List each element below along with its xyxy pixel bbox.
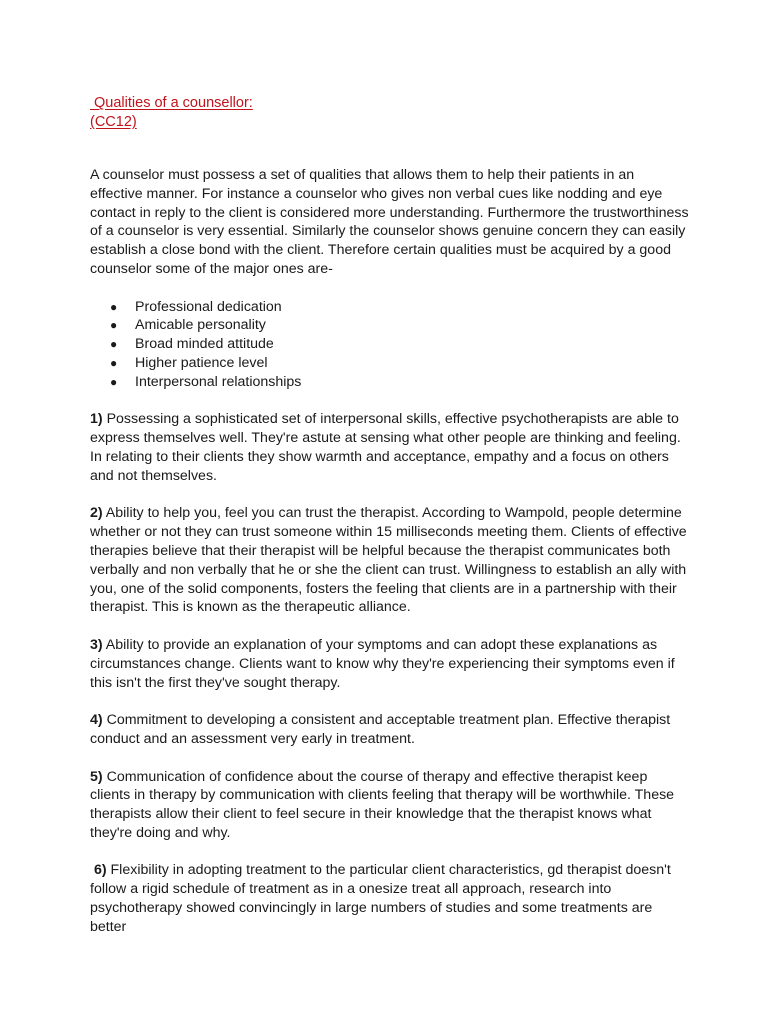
- intro-paragraph: A counselor must possess a set of qualities that allows them to help their patients in an effective manner. For instance a counselor who gives non verbal cues like nodding and eye contact in reply to the client is considered more understanding. Furthermore the trustworthiness of a counselor is very essential. Similarly the counselor shows genuine concern they can easily establish a close bond with the client. Therefore certain qualities must be acquired by a good counselor some of the major ones are-: [90, 167, 689, 277]
- point-paragraph: [90, 410, 690, 485]
- bullet-icon: ●: [110, 299, 118, 314]
- point-number: 6): [90, 862, 107, 879]
- point-text: Communication of confidence about the course of therapy and effective therapist keep clients in therapy by communication with clients feeling that therapy will be worthwhile. These therapists allow their client to feel secure in their knowledge that the therapist knows what they're doing and why.: [90, 768, 675, 841]
- point-text: Ability to provide an explanation of your symptoms and can adopt these explanations as circumstances change. Clients want to know why they're experiencing their symptoms even if this isn't the first they've sought therapy.: [90, 636, 675, 691]
- point-number: 5): [90, 768, 103, 785]
- document-body: [90, 166, 690, 955]
- list-item: [90, 373, 690, 392]
- quality-label: Interpersonal relationships: [135, 373, 302, 390]
- point-number: 4): [90, 712, 103, 729]
- bullet-icon: ●: [110, 318, 118, 333]
- quality-label: Broad minded attitude: [135, 336, 274, 353]
- quality-label: Higher patience level: [135, 354, 268, 371]
- point-paragraph: [90, 861, 690, 936]
- bullet-icon: ●: [110, 374, 118, 389]
- list-item: [90, 316, 690, 335]
- point-number: 3): [90, 636, 103, 653]
- list-item: [90, 298, 690, 317]
- heading-code: (CC12): [90, 114, 137, 130]
- bullet-icon: ●: [110, 337, 118, 352]
- point-text: Ability to help you, feel you can trust the therapist. According to Wampold, people determine whether or not they can trust someone within 15 milliseconds meeting them. Clients of effective therapies believe that their therapist will be helpful because the therapist communicates both verbally and non verbally that he or she the client can trust. Willingness to establish an ally with you, one of the solid components, fosters the feeling that clients are in a partnership with their therapist. This is known as the therapeutic alliance.: [90, 505, 687, 616]
- point-paragraph: [90, 711, 690, 749]
- quality-label: Amicable personality: [135, 317, 266, 334]
- quality-label: Professional dedication: [135, 298, 282, 315]
- point-number: 2): [90, 505, 103, 522]
- qualities-list: [90, 298, 690, 392]
- point-paragraph: [90, 768, 690, 843]
- heading-title: Qualities of a counsellor:: [90, 95, 253, 111]
- list-item: [90, 335, 690, 354]
- document-heading: [90, 94, 253, 132]
- point-number: 1): [90, 411, 103, 428]
- point-paragraph: [90, 504, 690, 617]
- point-paragraph: [90, 636, 690, 692]
- list-item: [90, 354, 690, 373]
- point-text: Possessing a sophisticated set of interpersonal skills, effective psychotherapists are able to express themselves well. They're astute at sensing what other people are thinking and feeling. In relating to their clients they show warmth and acceptance, empathy and a focus on others and not themselves.: [90, 411, 681, 484]
- point-text: Commitment to developing a consistent and acceptable treatment plan. Effective therapist conduct and an assessment very early in treatment.: [90, 712, 671, 747]
- bullet-icon: ●: [110, 355, 118, 370]
- point-text: Flexibility in adopting treatment to the particular client characteristics, gd therapist doesn't follow a rigid schedule of treatment as in a onesize treat all approach, research into psychotherapy showed convincingly in large numbers of studies and some treatments are better: [90, 862, 675, 935]
